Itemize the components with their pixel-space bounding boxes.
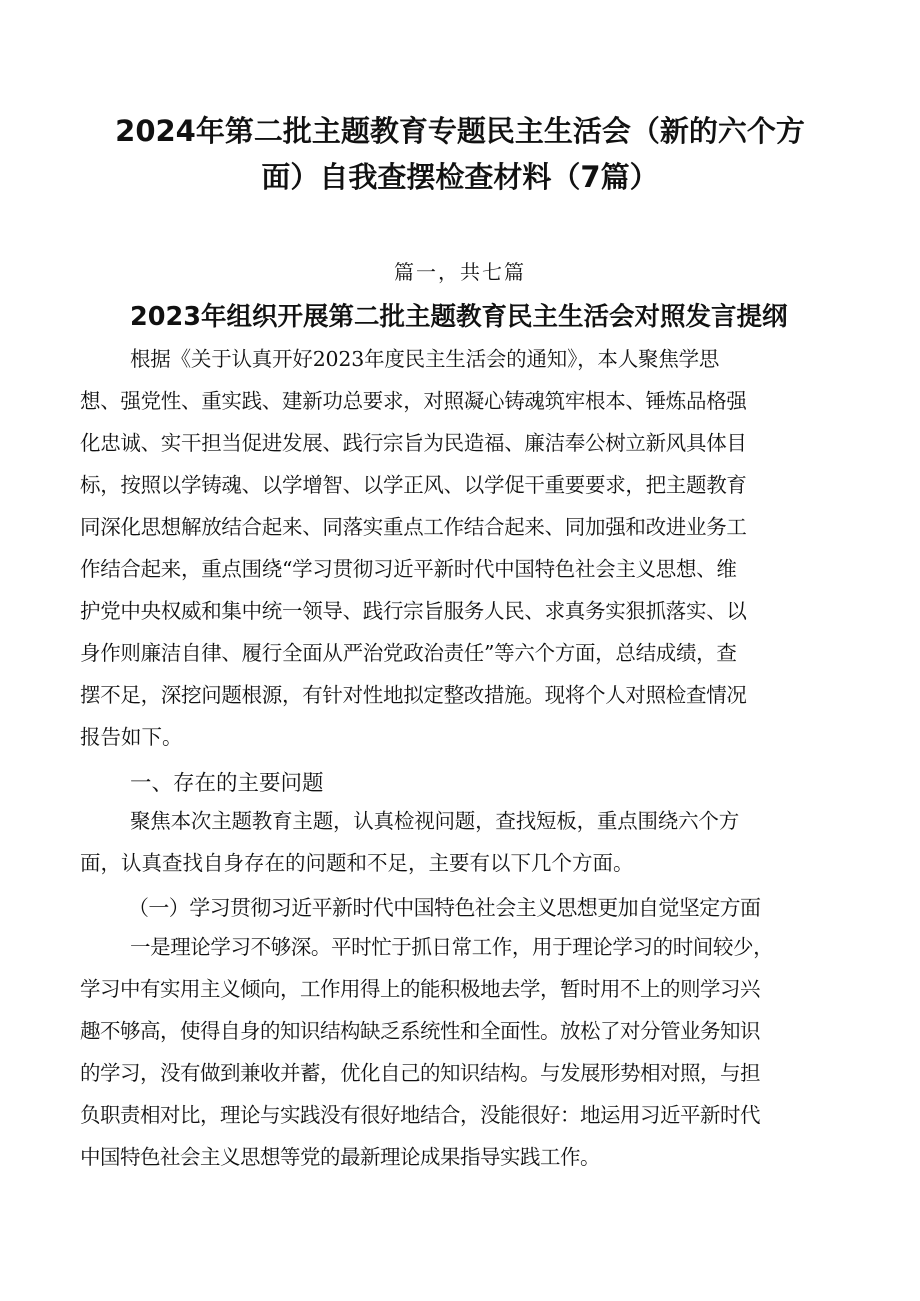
intro-line: 护党中央权威和集中统一领导、践行宗旨服务人民、求真务实狠抓落实、以 [80, 599, 747, 623]
section-line: 面，认真查找自身存在的问题和不足，主要有以下几个方面。 [80, 851, 634, 875]
body-line: 中国特色社会主义思想等党的最新理论成果指导实践工作。 [80, 1145, 600, 1169]
section-line: 聚焦本次主题教育主题，认真检视问题，查找短板，重点围绕六个方 [130, 809, 739, 833]
intro-line: 作结合起来，重点围绕“学习贯彻习近平新时代中国特色社会主义思想、维 [80, 557, 737, 581]
title-line-2: 面）自我查摆检查材料（7篇） [261, 160, 659, 194]
body-line: 负职责相对比，理论与实践没有很好地结合，没能很好：地运用习近平新时代 [80, 1103, 760, 1127]
intro-line: 化忠诚、实干担当促进发展、践行宗旨为民造福、廉洁奉公树立新风具体目 [80, 431, 747, 455]
intro-line: 身作则廉洁自律、履行全面从严治党政治责任”等六个方面，总结成绩，查 [80, 641, 737, 665]
intro-line: 根据《关于认真开好2023年度民主生活会的通知》，本人聚焦学思 [130, 347, 720, 371]
part-label: 篇一，共七篇 [394, 260, 526, 284]
intro-line: 摆不足，深挖问题根源，有针对性地拟定整改措施。现将个人对照检查情况 [80, 683, 747, 707]
intro-line: 同深化思想解放结合起来、同落实重点工作结合起来、同加强和改进业务工 [80, 515, 747, 539]
title-line-1: 2024年第二批主题教育专题民主生活会（新的六个方 [115, 114, 805, 148]
intro-line: 标，按照以学铸魂、以学增智、以学正风、以学促干重要要求，把主题教育 [80, 473, 747, 497]
body-line: 趣不够高，使得自身的知识结构缺乏系统性和全面性。放松了对分管业务知识 [80, 1019, 760, 1043]
document-title [100, 108, 820, 200]
section-heading: 一、存在的主要问题 [130, 771, 324, 796]
body-line: 的学习，没有做到兼收并蓄，优化自己的知识结构。与发展形势相对照，与担 [80, 1061, 760, 1085]
body-line: 一是理论学习不够深。平时忙于抓日常工作，用于理论学习的时间较少， [130, 935, 774, 959]
intro-line: 想、强党性、重实践、建新功总要求，对照凝心铸魂筑牢根本、锤炼品格强 [80, 389, 747, 413]
body-line: 学习中有实用主义倾向，工作用得上的能积极地去学，暂时用不上的则学习兴 [80, 977, 760, 1001]
article-title: 2023年组织开展第二批主题教育民主生活会对照发言提纲 [130, 302, 788, 332]
subsection-heading: （一）学习贯彻习近平新时代中国特色社会主义思想更加自觉坚定方面 [128, 896, 761, 920]
intro-line: 报告如下。 [80, 725, 183, 749]
